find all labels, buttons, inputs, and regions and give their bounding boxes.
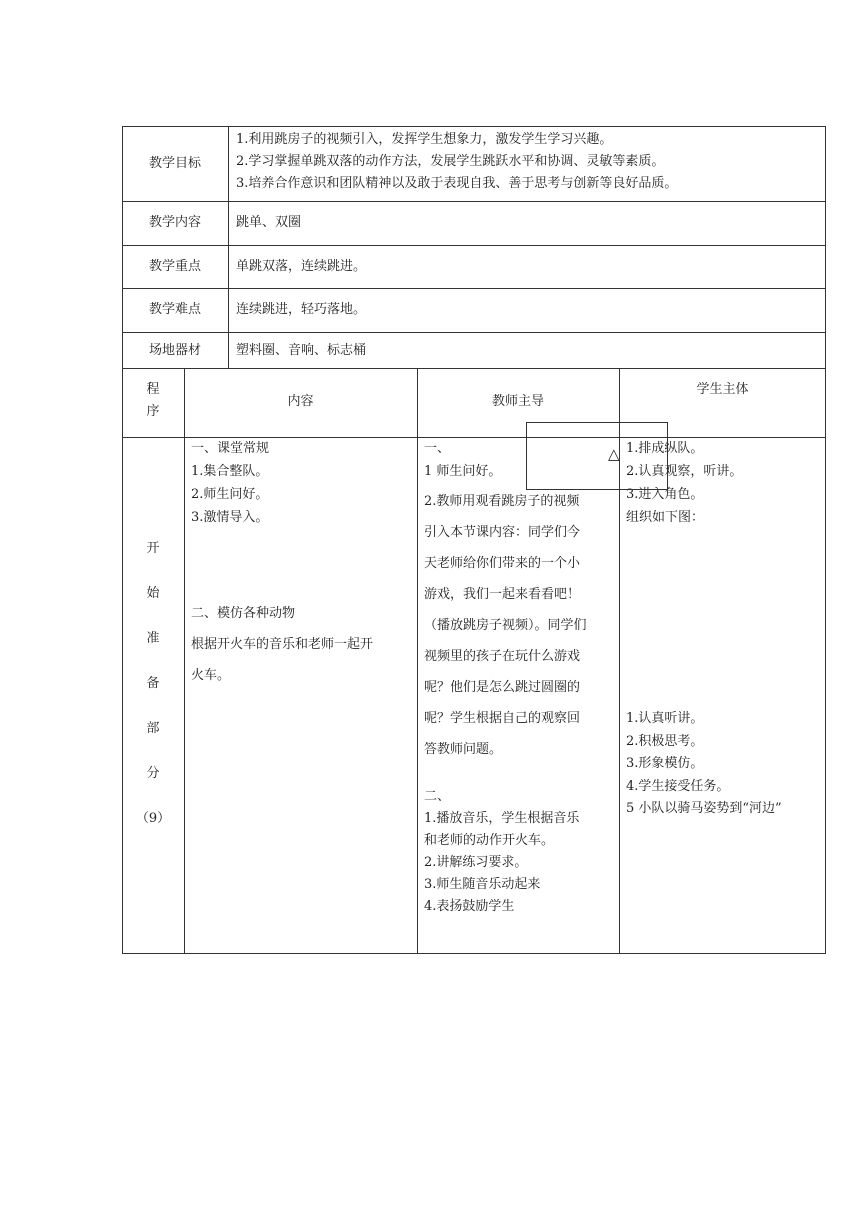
teacher-line: 答教师问题。	[424, 742, 503, 757]
content-line: 3.激情导入。	[191, 510, 269, 525]
section-name-char: 开	[146, 541, 160, 556]
formation-diagram	[526, 422, 668, 490]
content-header: 内容	[287, 394, 314, 409]
column-divider	[184, 368, 185, 954]
student-line: 3.进入角色。	[626, 487, 704, 502]
equipment-value: 塑料圈、音响、标志桶	[236, 343, 367, 358]
student-line: 组织如下图：	[626, 510, 705, 525]
teacher-line: 游戏，我们一起来看看吧！	[424, 587, 581, 602]
key-point-value: 单跳双落，连续跳进。	[236, 259, 367, 274]
student-line: 4.学生接受任务。	[626, 778, 730, 794]
teacher-line: 二、	[424, 789, 451, 804]
student-header: 学生主体	[696, 382, 749, 397]
student-line: 5 小队以骑马姿势到“河边”	[626, 801, 782, 816]
teacher-line: 一、	[424, 441, 451, 456]
column-divider	[417, 368, 418, 954]
student-line: 1.排成纵队。	[626, 441, 704, 456]
teacher-line: 1.播放音乐，学生根据音乐	[424, 811, 580, 826]
teacher-header: 教师主导	[491, 394, 544, 409]
teacher-guide-a	[424, 437, 501, 483]
teacher-line: 天老师给你们带来的一个小	[424, 556, 581, 571]
equipment-label: 场地器材	[148, 343, 201, 358]
teacher-guide-b	[424, 486, 587, 765]
content-line: 2.师生问好。	[191, 487, 269, 502]
teacher-guide-c	[424, 786, 579, 918]
content-line: 一、课堂常规	[191, 441, 270, 456]
teacher-line: 2.教师用观看跳房子的视频	[424, 494, 580, 509]
row-divider	[123, 368, 825, 369]
student-line: 2.认真观察，听讲。	[626, 464, 743, 479]
section-name-char: 分	[146, 766, 160, 781]
goals-label: 教学目标	[148, 156, 201, 171]
section-name-char: 备	[146, 676, 160, 691]
teacher-line: 呢？学生根据自己的观察回	[424, 711, 581, 726]
difficulty-label: 教学难点	[148, 302, 201, 317]
teacher-line: （播放跳房子视频）。同学们	[424, 618, 587, 633]
content-value: 跳单、双圈	[236, 215, 302, 230]
section-minutes: （9）	[135, 811, 171, 826]
teacher-line: 引入本节课内容：同学们今	[424, 525, 581, 540]
content-line: 根据开火车的音乐和老师一起开	[191, 637, 374, 652]
column-divider	[228, 127, 229, 368]
section-name	[123, 526, 183, 841]
procedure-header-char: 序	[146, 404, 160, 419]
teacher-line: 2.讲解练习要求。	[424, 855, 528, 870]
section-name-char: 始	[146, 586, 160, 601]
student-activity-b	[626, 708, 782, 821]
goal-line: 2.学习掌握单跳双落的动作方法，发展学生跳跃水平和协调、灵敏等素质。	[236, 154, 665, 169]
goal-line: 3.培养合作意识和团队精神以及敢于表现自我、善于思考与创新等良好品质。	[236, 176, 678, 191]
content-line: 1.集合整队。	[191, 464, 269, 479]
difficulty-value: 连续跳进，轻巧落地。	[236, 302, 367, 317]
teacher-line: 1 师生问好。	[424, 464, 502, 479]
goal-line: 1.利用跳房子的视频引入，发挥学生想象力，激发学生学习兴趣。	[236, 132, 613, 147]
content-line: 火车。	[191, 668, 231, 683]
content-label: 教学内容	[148, 215, 201, 230]
section-content-b	[191, 598, 373, 691]
teacher-line: 和老师的动作开火车。	[424, 833, 555, 848]
section-name-char: 准	[146, 631, 160, 646]
teacher-line: 呢？他们是怎么跳过圆圈的	[424, 680, 581, 695]
teacher-position-icon: △	[608, 445, 620, 463]
student-line: 1.认真听讲。	[626, 711, 704, 726]
section-name-char: 部	[146, 721, 160, 736]
teacher-line: 3.师生随音乐动起来	[424, 877, 541, 892]
procedure-header	[123, 379, 183, 423]
teacher-line: 4.表扬鼓励学生	[424, 899, 515, 914]
content-line: 二、模仿各种动物	[191, 606, 296, 621]
goals-text	[236, 129, 677, 195]
student-line: 2.积极思考。	[626, 733, 704, 749]
procedure-header-char: 程	[146, 382, 160, 397]
key-point-label: 教学重点	[148, 259, 201, 274]
section-content-a	[191, 437, 269, 529]
teacher-line: 视频里的孩子在玩什么游戏	[424, 649, 581, 664]
student-line: 3.形象模仿。	[626, 756, 704, 771]
